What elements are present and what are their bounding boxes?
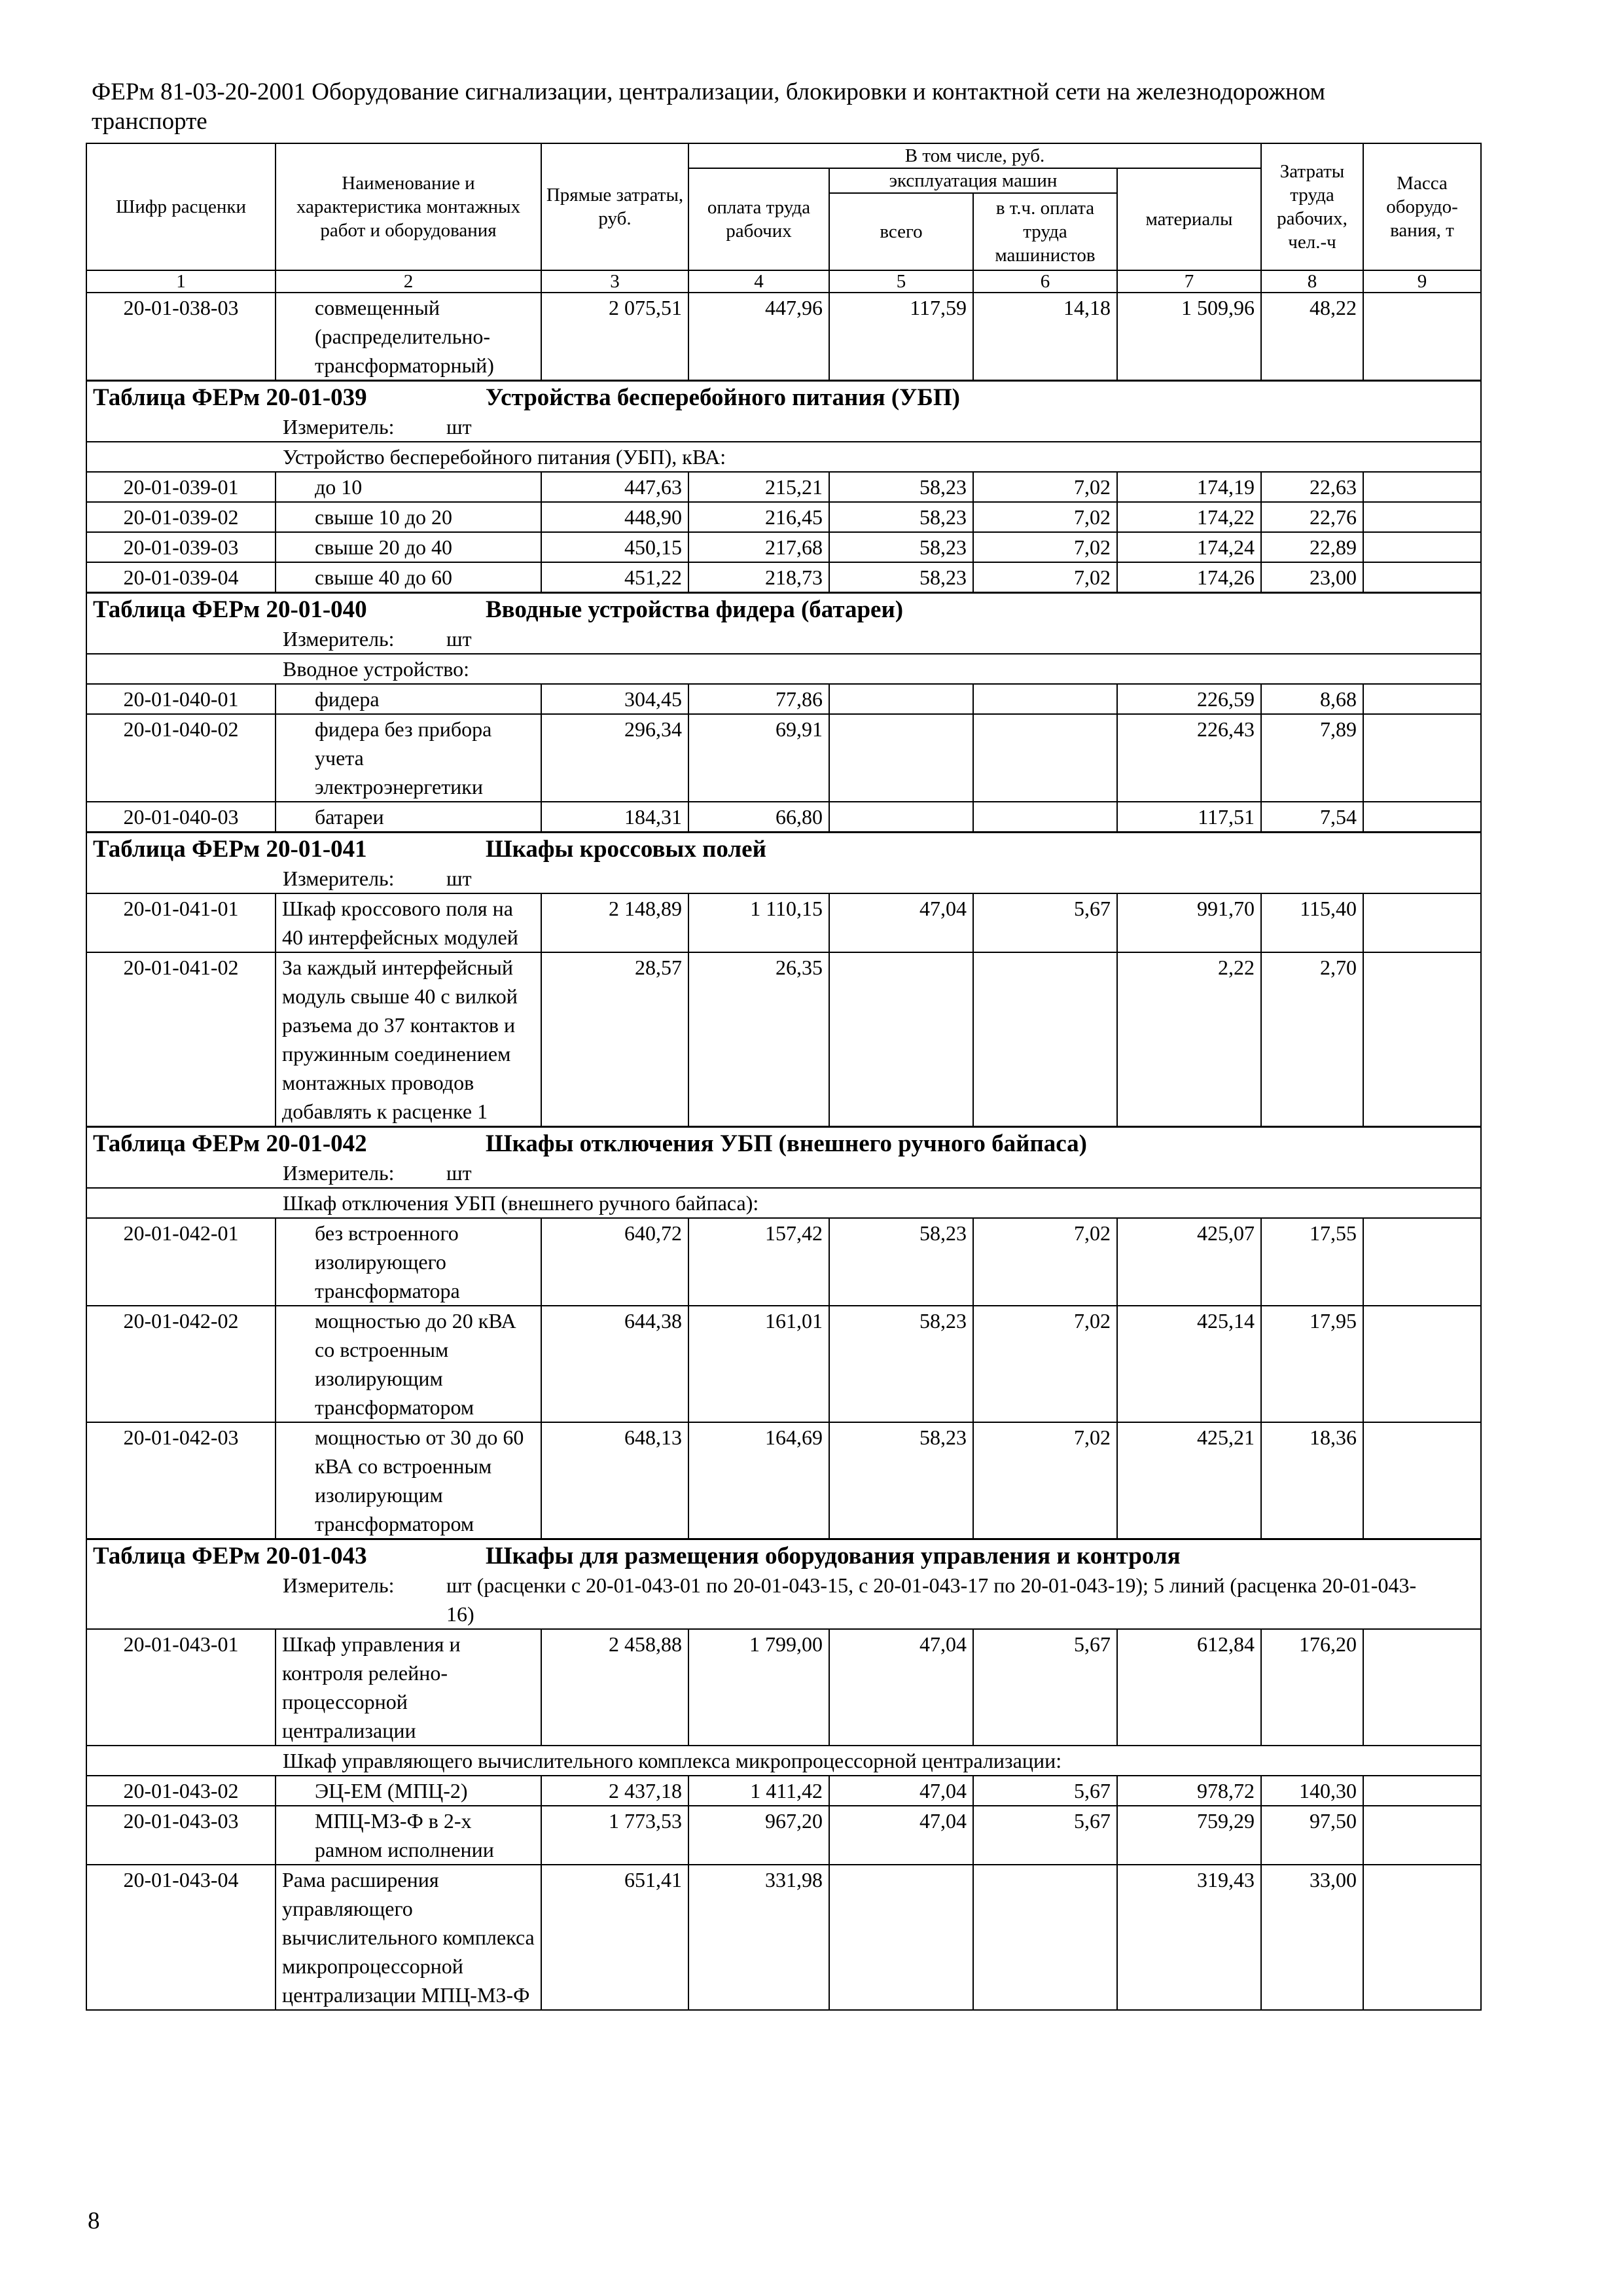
section-title: Шкафы отключения УБП (внешнего ручного байпаса) — [486, 1130, 1087, 1157]
operator-pay — [973, 684, 1117, 714]
colnum: 9 — [1363, 270, 1481, 293]
labor-pay: 331,98 — [688, 1865, 829, 2010]
machine-total: 47,04 — [829, 1629, 973, 1746]
materials: 117,51 — [1117, 802, 1261, 833]
labor-pay: 161,01 — [688, 1306, 829, 1422]
rate-name: батареи — [276, 802, 541, 833]
materials: 991,70 — [1117, 893, 1261, 952]
table-row — [86, 952, 1481, 1127]
direct-cost: 1 773,53 — [541, 1806, 688, 1865]
labor-pay: 1 799,00 — [688, 1629, 829, 1746]
labor-pay: 157,42 — [688, 1218, 829, 1306]
operator-pay: 7,02 — [973, 1218, 1117, 1306]
section-label: Таблица ФЕРм 20-01-039 — [93, 384, 367, 411]
rate-code: 20-01-040-02 — [86, 714, 276, 802]
labor-hours: 7,89 — [1261, 714, 1363, 802]
header-total: всего — [829, 193, 973, 270]
header-incl-pay: в т.ч. оплата труда машинистов — [973, 193, 1117, 270]
header-mass: Масса оборудо-вания, т — [1363, 143, 1481, 270]
mass — [1363, 1218, 1481, 1306]
machine-total — [829, 714, 973, 802]
rate-name: совмещенный (распределительно-трансформаторный) — [276, 293, 541, 381]
materials: 425,21 — [1117, 1422, 1261, 1539]
rate-code: 20-01-040-01 — [86, 684, 276, 714]
header-materials: материалы — [1117, 168, 1261, 270]
direct-cost: 2 148,89 — [541, 893, 688, 952]
mass — [1363, 1776, 1481, 1806]
labor-pay: 447,96 — [688, 293, 829, 381]
machine-total: 58,23 — [829, 1218, 973, 1306]
section-label: Таблица ФЕРм 20-01-040 — [93, 596, 367, 623]
machine-total: 58,23 — [829, 532, 973, 562]
header-machines: эксплуатация машин — [829, 168, 1117, 193]
labor-hours: 22,89 — [1261, 532, 1363, 562]
table-section-header — [86, 381, 1481, 413]
machine-total: 58,23 — [829, 1422, 973, 1539]
labor-hours: 18,36 — [1261, 1422, 1363, 1539]
labor-pay: 217,68 — [688, 532, 829, 562]
subheader-row — [86, 654, 1481, 684]
labor-pay: 1 110,15 — [688, 893, 829, 952]
materials: 612,84 — [1117, 1629, 1261, 1746]
rate-code: 20-01-041-01 — [86, 893, 276, 952]
subheader-row — [86, 1188, 1481, 1218]
table-row — [86, 1776, 1481, 1806]
rate-code: 20-01-042-01 — [86, 1218, 276, 1306]
rate-code: 20-01-042-03 — [86, 1422, 276, 1539]
rate-code: 20-01-039-02 — [86, 502, 276, 532]
materials: 174,22 — [1117, 502, 1261, 532]
measure-row — [86, 864, 1481, 893]
measure-label: Измеритель: — [283, 627, 395, 651]
rates-table — [86, 143, 1482, 2011]
header-labor-cost: Затраты труда рабочих, чел.-ч — [1261, 143, 1363, 270]
direct-cost: 651,41 — [541, 1865, 688, 2010]
operator-pay: 7,02 — [973, 502, 1117, 532]
header-direct: Прямые затраты, руб. — [541, 143, 688, 270]
mass — [1363, 1629, 1481, 1746]
subheader: Шкаф управляющего вычислительного комплекса микропроцессорной централизации: — [283, 1749, 1062, 1772]
machine-total: 58,23 — [829, 1306, 973, 1422]
machine-total: 58,23 — [829, 502, 973, 532]
materials: 759,29 — [1117, 1806, 1261, 1865]
table-row — [86, 802, 1481, 833]
direct-cost: 448,90 — [541, 502, 688, 532]
operator-pay — [973, 1865, 1117, 2010]
table-row — [86, 1218, 1481, 1306]
labor-hours: 23,00 — [1261, 562, 1363, 593]
subheader: Вводное устройство: — [283, 657, 469, 681]
labor-hours: 97,50 — [1261, 1806, 1363, 1865]
rate-name: фидера без прибора учета электроэнергетики — [276, 714, 541, 802]
direct-cost: 451,22 — [541, 562, 688, 593]
header-name: Наименование и характеристика монтажных работ и оборудования — [276, 143, 541, 270]
measure-label: Измеритель: — [283, 867, 395, 890]
labor-hours: 33,00 — [1261, 1865, 1363, 2010]
header-code: Шифр расценки — [86, 143, 276, 270]
direct-cost: 2 437,18 — [541, 1776, 688, 1806]
mass — [1363, 893, 1481, 952]
materials: 226,59 — [1117, 684, 1261, 714]
rate-name: свыше 40 до 60 — [276, 562, 541, 593]
machine-total: 47,04 — [829, 1806, 973, 1865]
mass — [1363, 502, 1481, 532]
machine-total — [829, 684, 973, 714]
table-section-header — [86, 1539, 1481, 1571]
subheader-row — [86, 1746, 1481, 1776]
rate-name: мощностью от 30 до 60 кВА со встроенным изолирующим трансформатором — [276, 1422, 541, 1539]
table-row — [86, 714, 1481, 802]
mass — [1363, 562, 1481, 593]
rate-code: 20-01-039-03 — [86, 532, 276, 562]
section-label: Таблица ФЕРм 20-01-042 — [93, 1130, 367, 1157]
machine-total: 117,59 — [829, 293, 973, 381]
operator-pay: 5,67 — [973, 1806, 1117, 1865]
measure-value: шт — [446, 627, 472, 651]
rate-code: 20-01-043-01 — [86, 1629, 276, 1746]
machine-total — [829, 1865, 973, 2010]
section-title: Шкафы кроссовых полей — [486, 836, 766, 863]
colnum: 4 — [688, 270, 829, 293]
direct-cost: 304,45 — [541, 684, 688, 714]
table-row — [86, 562, 1481, 593]
materials: 1 509,96 — [1117, 293, 1261, 381]
machine-total — [829, 952, 973, 1127]
labor-pay: 1 411,42 — [688, 1776, 829, 1806]
rate-name: Рама расширения управляющего вычислительного комплекса микропроцессорной централизации МПЦ-МЗ-Ф — [276, 1865, 541, 2010]
rate-name: МПЦ-МЗ-Ф в 2-х рамном исполнении — [276, 1806, 541, 1865]
labor-hours: 8,68 — [1261, 684, 1363, 714]
rate-name: свыше 10 до 20 — [276, 502, 541, 532]
operator-pay: 5,67 — [973, 893, 1117, 952]
labor-pay: 69,91 — [688, 714, 829, 802]
table-row — [86, 472, 1481, 502]
labor-hours: 17,55 — [1261, 1218, 1363, 1306]
rate-code: 20-01-040-03 — [86, 802, 276, 833]
machine-total: 58,23 — [829, 472, 973, 502]
mass — [1363, 802, 1481, 833]
labor-pay: 218,73 — [688, 562, 829, 593]
mass — [1363, 952, 1481, 1127]
direct-cost: 2 075,51 — [541, 293, 688, 381]
labor-pay: 216,45 — [688, 502, 829, 532]
table-section-header — [86, 593, 1481, 625]
rate-name: без встроенного изолирующего трансформатора — [276, 1218, 541, 1306]
table-section-header — [86, 833, 1481, 865]
colnum: 5 — [829, 270, 973, 293]
rate-name: фидера — [276, 684, 541, 714]
machine-total: 47,04 — [829, 1776, 973, 1806]
section-title: Вводные устройства фидера (батареи) — [486, 596, 904, 623]
measure-row — [86, 412, 1481, 442]
operator-pay: 7,02 — [973, 1306, 1117, 1422]
colnum: 8 — [1261, 270, 1363, 293]
materials: 174,24 — [1117, 532, 1261, 562]
labor-pay: 164,69 — [688, 1422, 829, 1539]
colnum: 3 — [541, 270, 688, 293]
materials: 319,43 — [1117, 1865, 1261, 2010]
operator-pay: 7,02 — [973, 562, 1117, 593]
direct-cost: 184,31 — [541, 802, 688, 833]
labor-hours: 22,76 — [1261, 502, 1363, 532]
table-row — [86, 1865, 1481, 2010]
mass — [1363, 684, 1481, 714]
rate-code: 20-01-043-03 — [86, 1806, 276, 1865]
colnum: 1 — [86, 270, 276, 293]
direct-cost: 28,57 — [541, 952, 688, 1127]
page-number: 8 — [88, 2208, 100, 2234]
measure-row — [86, 1571, 1481, 1629]
section-title: Шкафы для размещения оборудования управления и контроля — [486, 1543, 1181, 1570]
labor-pay: 26,35 — [688, 952, 829, 1127]
header-labor: оплата труда рабочих — [688, 168, 829, 270]
rate-code: 20-01-042-02 — [86, 1306, 276, 1422]
table-row — [86, 293, 1481, 381]
operator-pay — [973, 714, 1117, 802]
labor-hours: 48,22 — [1261, 293, 1363, 381]
mass — [1363, 472, 1481, 502]
measure-value: шт — [446, 867, 472, 890]
operator-pay — [973, 952, 1117, 1127]
materials: 425,14 — [1117, 1306, 1261, 1422]
table-row — [86, 684, 1481, 714]
machine-total: 58,23 — [829, 562, 973, 593]
rate-code: 20-01-043-04 — [86, 1865, 276, 2010]
materials: 174,26 — [1117, 562, 1261, 593]
labor-hours: 2,70 — [1261, 952, 1363, 1127]
operator-pay: 7,02 — [973, 1422, 1117, 1539]
operator-pay: 7,02 — [973, 532, 1117, 562]
labor-hours: 22,63 — [1261, 472, 1363, 502]
section-label: Таблица ФЕРм 20-01-043 — [93, 1543, 367, 1570]
colnum: 6 — [973, 270, 1117, 293]
rate-name: За каждый интерфейсный модуль свыше 40 с вилкой разъема до 37 контактов и пружинным соединением монтажных проводов добавлять к расценке 1 — [276, 952, 541, 1127]
mass — [1363, 1306, 1481, 1422]
labor-hours: 115,40 — [1261, 893, 1363, 952]
materials: 978,72 — [1117, 1776, 1261, 1806]
table-row — [86, 502, 1481, 532]
labor-pay: 77,86 — [688, 684, 829, 714]
mass — [1363, 1806, 1481, 1865]
direct-cost: 640,72 — [541, 1218, 688, 1306]
mass — [1363, 1422, 1481, 1539]
labor-pay: 215,21 — [688, 472, 829, 502]
table-row — [86, 1629, 1481, 1746]
subheader-row — [86, 442, 1481, 472]
rate-code: 20-01-038-03 — [86, 293, 276, 381]
document-title: ФЕРм 81-03-20-2001 Оборудование сигнализации, централизации, блокировки и контактной сети на железнодорожном транспорте — [92, 79, 1326, 135]
subheader: Шкаф отключения УБП (внешнего ручного байпаса): — [283, 1191, 759, 1215]
operator-pay: 5,67 — [973, 1629, 1117, 1746]
measure-row — [86, 1158, 1481, 1188]
materials: 425,07 — [1117, 1218, 1261, 1306]
rate-name: Шкаф управления и контроля релейно-процессорной централизации — [276, 1629, 541, 1746]
materials: 174,19 — [1117, 472, 1261, 502]
measure-value: шт (расценки с 20-01-043-01 по 20-01-043-15, с 20-01-043-17 по 20-01-043-19); 5 линий (расценка 20-01-043-16) — [446, 1573, 1417, 1626]
table-row — [86, 532, 1481, 562]
operator-pay: 7,02 — [973, 472, 1117, 502]
materials: 2,22 — [1117, 952, 1261, 1127]
direct-cost: 2 458,88 — [541, 1629, 688, 1746]
table-section-header — [86, 1127, 1481, 1159]
rate-name: Шкаф кроссового поля на 40 интерфейсных модулей — [276, 893, 541, 952]
colnum: 2 — [276, 270, 541, 293]
header-incl: В том числе, руб. — [688, 143, 1261, 168]
rate-name: до 10 — [276, 472, 541, 502]
machine-total — [829, 802, 973, 833]
direct-cost: 644,38 — [541, 1306, 688, 1422]
table-row — [86, 1422, 1481, 1539]
measure-label: Измеритель: — [283, 415, 395, 439]
direct-cost: 450,15 — [541, 532, 688, 562]
rate-name: мощностью до 20 кВА со встроенным изолирующим трансформатором — [276, 1306, 541, 1422]
section-title: Устройства бесперебойного питания (УБП) — [486, 384, 960, 411]
mass — [1363, 714, 1481, 802]
mass — [1363, 293, 1481, 381]
mass — [1363, 532, 1481, 562]
subheader: Устройство бесперебойного питания (УБП), кВА: — [283, 445, 726, 469]
measure-label: Измеритель: — [283, 1573, 395, 1597]
section-label: Таблица ФЕРм 20-01-041 — [93, 836, 367, 863]
rate-code: 20-01-039-01 — [86, 472, 276, 502]
operator-pay: 5,67 — [973, 1776, 1117, 1806]
operator-pay — [973, 802, 1117, 833]
materials: 226,43 — [1117, 714, 1261, 802]
labor-hours: 140,30 — [1261, 1776, 1363, 1806]
measure-value: шт — [446, 1161, 472, 1185]
rate-code: 20-01-041-02 — [86, 952, 276, 1127]
rate-code: 20-01-039-04 — [86, 562, 276, 593]
labor-pay: 66,80 — [688, 802, 829, 833]
rate-code: 20-01-043-02 — [86, 1776, 276, 1806]
machine-total: 47,04 — [829, 893, 973, 952]
measure-row — [86, 624, 1481, 654]
direct-cost: 648,13 — [541, 1422, 688, 1539]
direct-cost: 447,63 — [541, 472, 688, 502]
rate-name: свыше 20 до 40 — [276, 532, 541, 562]
table-row — [86, 1306, 1481, 1422]
labor-pay: 967,20 — [688, 1806, 829, 1865]
mass — [1363, 1865, 1481, 2010]
table-row — [86, 1806, 1481, 1865]
labor-hours: 176,20 — [1261, 1629, 1363, 1746]
measure-value: шт — [446, 415, 472, 439]
labor-hours: 17,95 — [1261, 1306, 1363, 1422]
table-row — [86, 893, 1481, 952]
labor-hours: 7,54 — [1261, 802, 1363, 833]
operator-pay: 14,18 — [973, 293, 1117, 381]
measure-label: Измеритель: — [283, 1161, 395, 1185]
rate-name: ЭЦ-ЕМ (МПЦ-2) — [276, 1776, 541, 1806]
colnum: 7 — [1117, 270, 1261, 293]
direct-cost: 296,34 — [541, 714, 688, 802]
